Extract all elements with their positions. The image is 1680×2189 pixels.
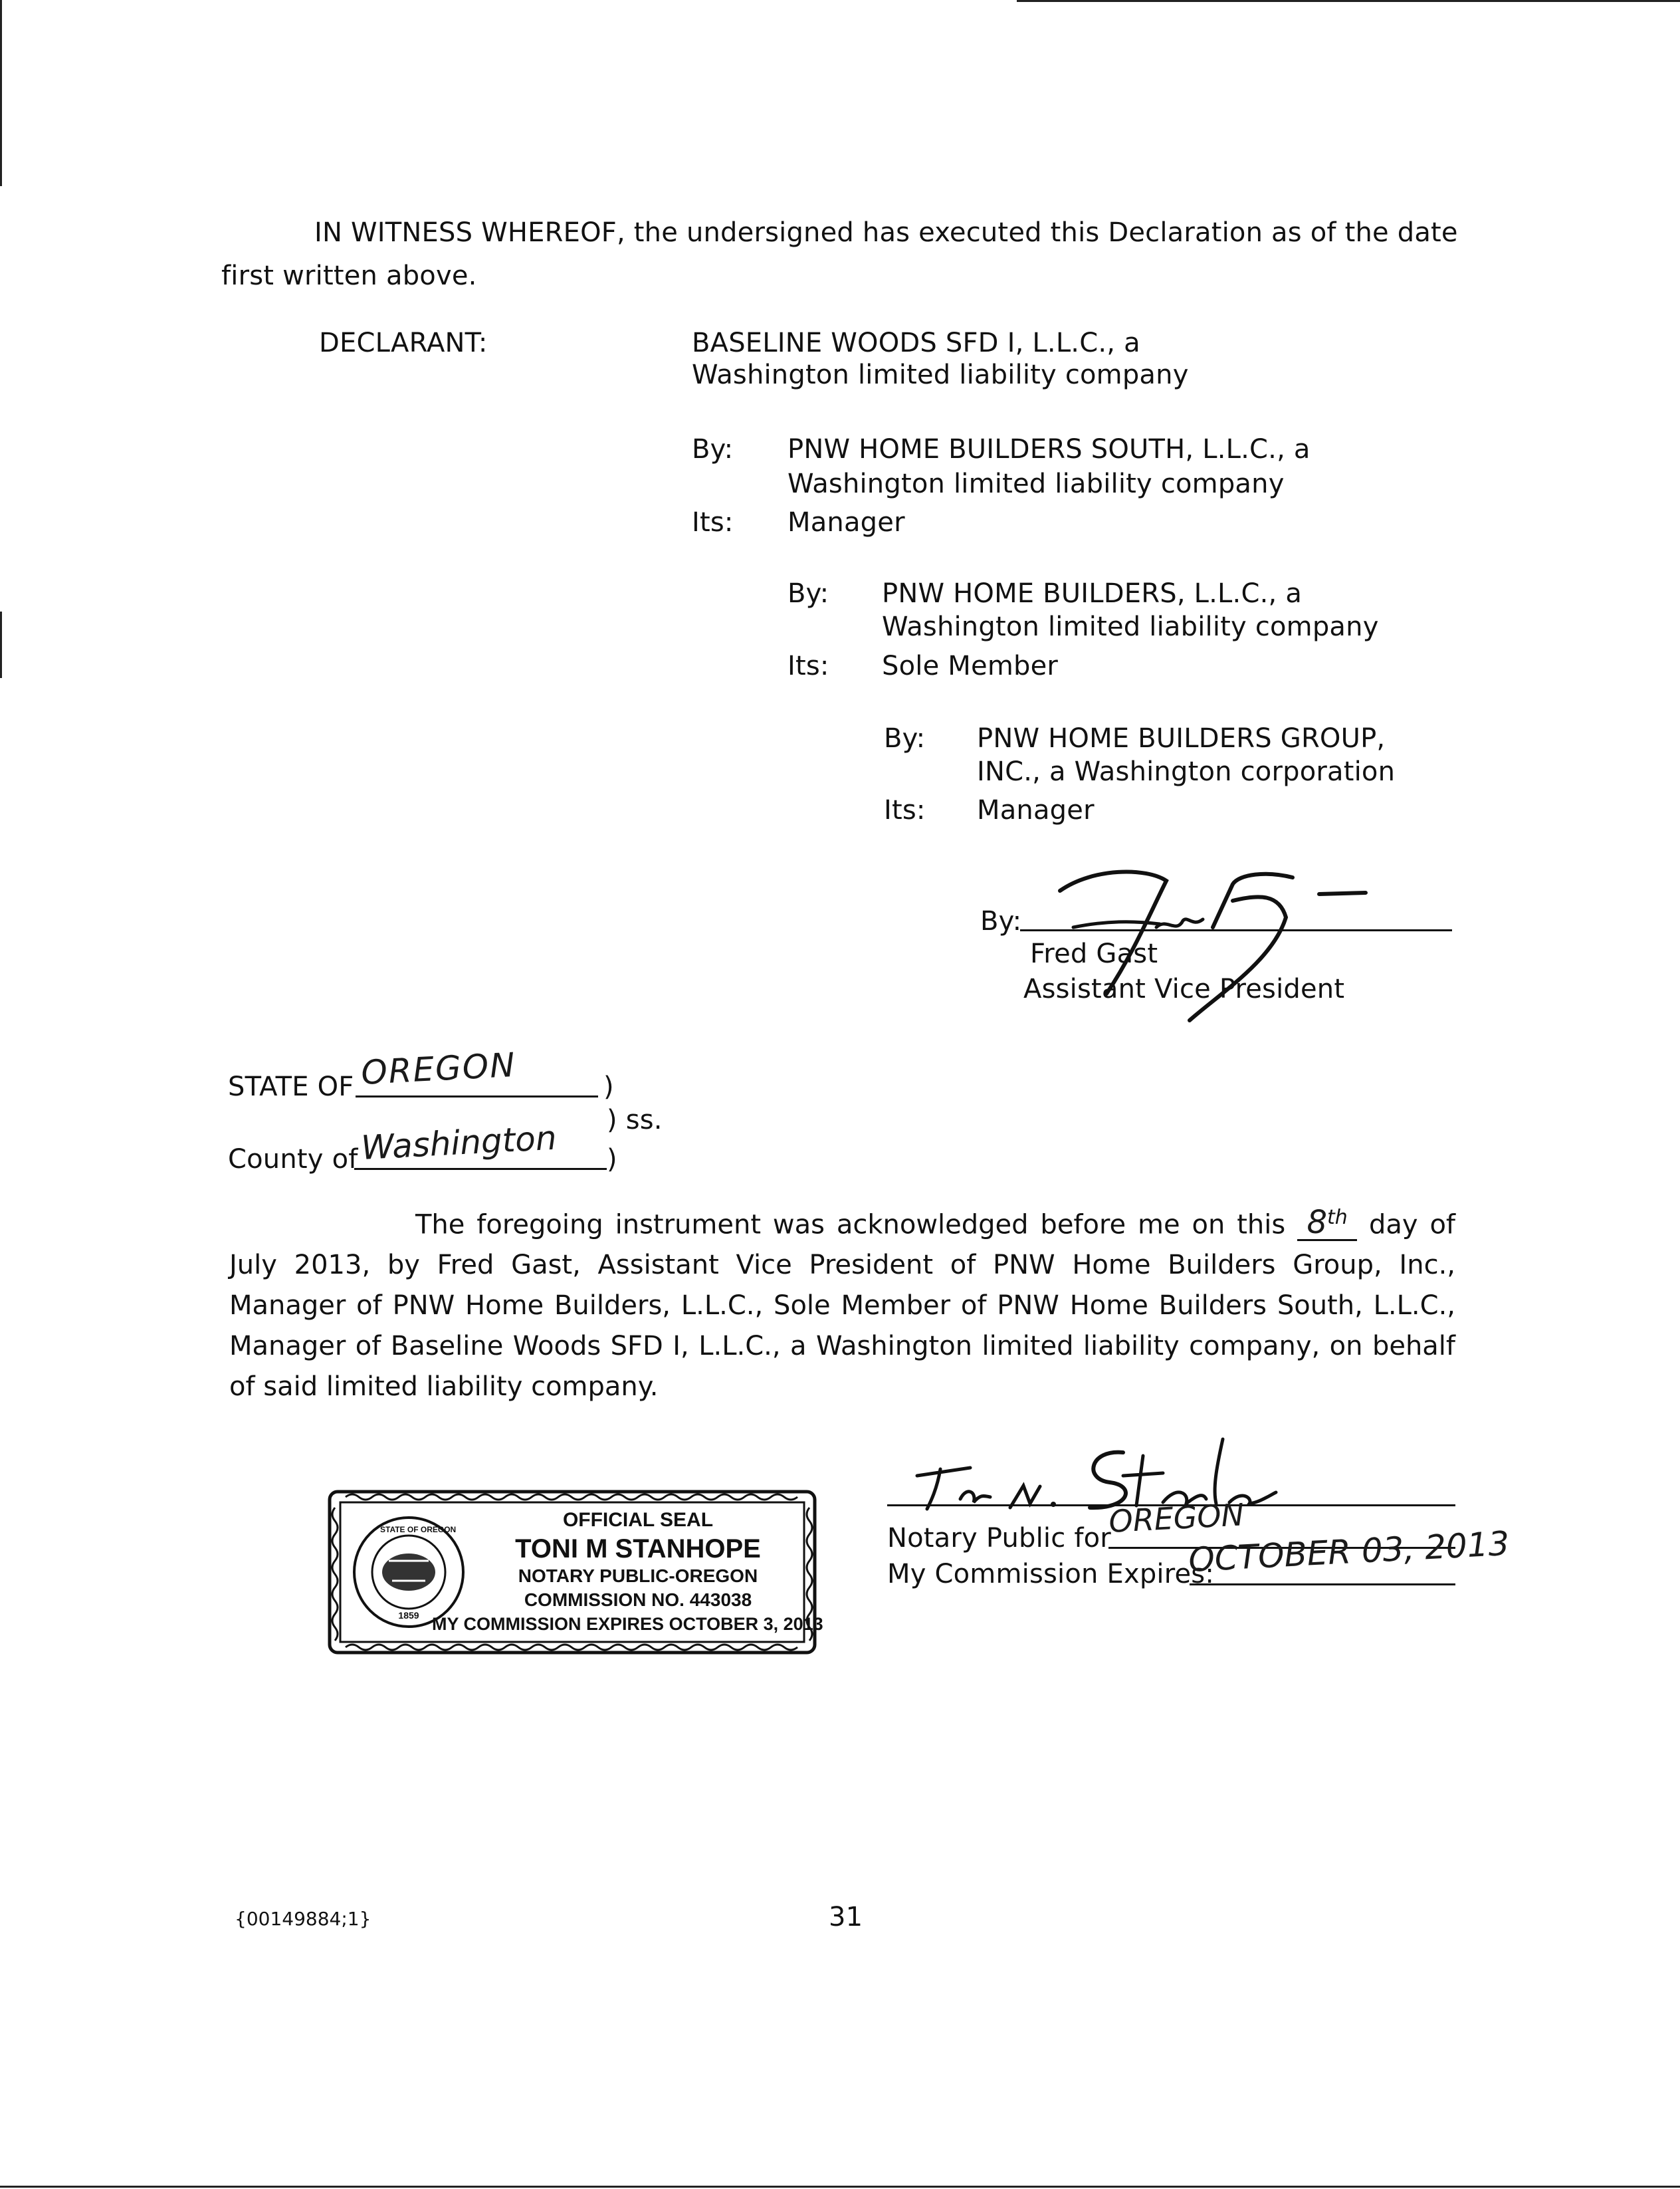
county-value-handwritten: Washington	[360, 1118, 558, 1167]
seal-emblem-top: STATE OF OREGON	[380, 1525, 457, 1534]
official-notary-seal	[326, 1488, 823, 1657]
county-underline	[354, 1168, 607, 1170]
declarant-entity-line-2: Washington limited liability company	[692, 360, 1189, 390]
footer-document-id: {00149884;1}	[235, 1908, 371, 1930]
seal-line-4: COMMISSION NO. 443038	[524, 1589, 752, 1610]
state-value-handwritten: OREGON	[360, 1045, 517, 1092]
level1-by-label: By:	[692, 434, 734, 465]
scan-edge-top	[1017, 0, 1680, 2]
declarant-label: DECLARANT:	[319, 328, 488, 358]
ack-day-suffix: th	[1326, 1206, 1348, 1229]
notary-public-label: Notary Public for	[887, 1523, 1111, 1554]
county-label: County of	[228, 1144, 358, 1175]
signer-title: Assistant Vice President	[1023, 974, 1345, 1004]
witness-line-2: first written above.	[221, 261, 477, 291]
commission-expires-value-handwritten: OCTOBER 03, 2013	[1187, 1524, 1511, 1579]
witness-line-1: IN WITNESS WHEREOF, the undersigned has executed this Declaration as of the date	[314, 217, 1458, 248]
level2-its-value: Sole Member	[882, 651, 1059, 681]
declarant-entity-line-1: BASELINE WOODS SFD I, L.L.C., a	[692, 328, 1140, 358]
seal-line-5: MY COMMISSION EXPIRES OCTOBER 3, 2013	[432, 1614, 823, 1634]
level2-its-label: Its:	[788, 651, 829, 681]
venue-ss: ) ss.	[607, 1105, 663, 1135]
level2-entity-line-2: Washington limited liability company	[882, 612, 1379, 642]
ack-part-2: day of July 2013, by Fred Gast, Assistant Vice President of PNW Home Builders Group, Inc., Manager of PNW Home Builders, L.L.C., Sole Member of PNW Home Builders South, L.L.C., Manager of Baseline Woods SFD I, L.L.C., a Washington limited liability company, on behalf of said limited liability company.	[229, 1209, 1456, 1403]
footer-page-number: 31	[829, 1902, 863, 1932]
level1-entity-line-1: PNW HOME BUILDERS SOUTH, L.L.C., a	[788, 434, 1311, 465]
seal-line-2: TONI M STANHOPE	[515, 1534, 761, 1563]
level2-by-label: By:	[788, 578, 829, 609]
scan-edge-bottom	[0, 2186, 1680, 2188]
commission-expires-underline	[1190, 1583, 1455, 1585]
level3-by-label: By:	[884, 723, 926, 754]
level1-its-label: Its:	[692, 507, 734, 538]
ack-part-1: The foregoing instrument was acknowledged before me on this	[415, 1209, 1286, 1240]
acknowledgment-paragraph	[229, 1203, 1455, 1407]
level3-its-value: Manager	[977, 795, 1095, 826]
state-label: STATE OF	[228, 1072, 354, 1102]
scan-edge-left-1	[0, 0, 2, 186]
seal-emblem-year: 1859	[398, 1610, 419, 1621]
signer-name: Fred Gast	[1030, 939, 1158, 969]
county-close-paren: )	[607, 1144, 617, 1175]
seal-line-1: OFFICIAL SEAL	[562, 1509, 714, 1531]
seal-line-3: NOTARY PUBLIC-OREGON	[518, 1565, 758, 1586]
level3-entity-line-1: PNW HOME BUILDERS GROUP,	[977, 723, 1386, 754]
state-underline	[356, 1095, 598, 1097]
ack-day-handwritten: 8	[1307, 1204, 1327, 1242]
scan-edge-left-2	[0, 612, 2, 678]
level1-entity-line-2: Washington limited liability company	[788, 469, 1285, 499]
state-close-paren: )	[603, 1072, 614, 1102]
level1-its-value: Manager	[788, 507, 905, 538]
level3-entity-line-2: INC., a Washington corporation	[977, 756, 1396, 787]
commission-expires-label: My Commission Expires:	[887, 1559, 1215, 1589]
notary-public-value-handwritten: OREGON	[1108, 1496, 1245, 1540]
signer-by-label: By:	[980, 906, 1022, 937]
level2-entity-line-1: PNW HOME BUILDERS, L.L.C., a	[882, 578, 1303, 609]
level3-its-label: Its:	[884, 795, 926, 826]
